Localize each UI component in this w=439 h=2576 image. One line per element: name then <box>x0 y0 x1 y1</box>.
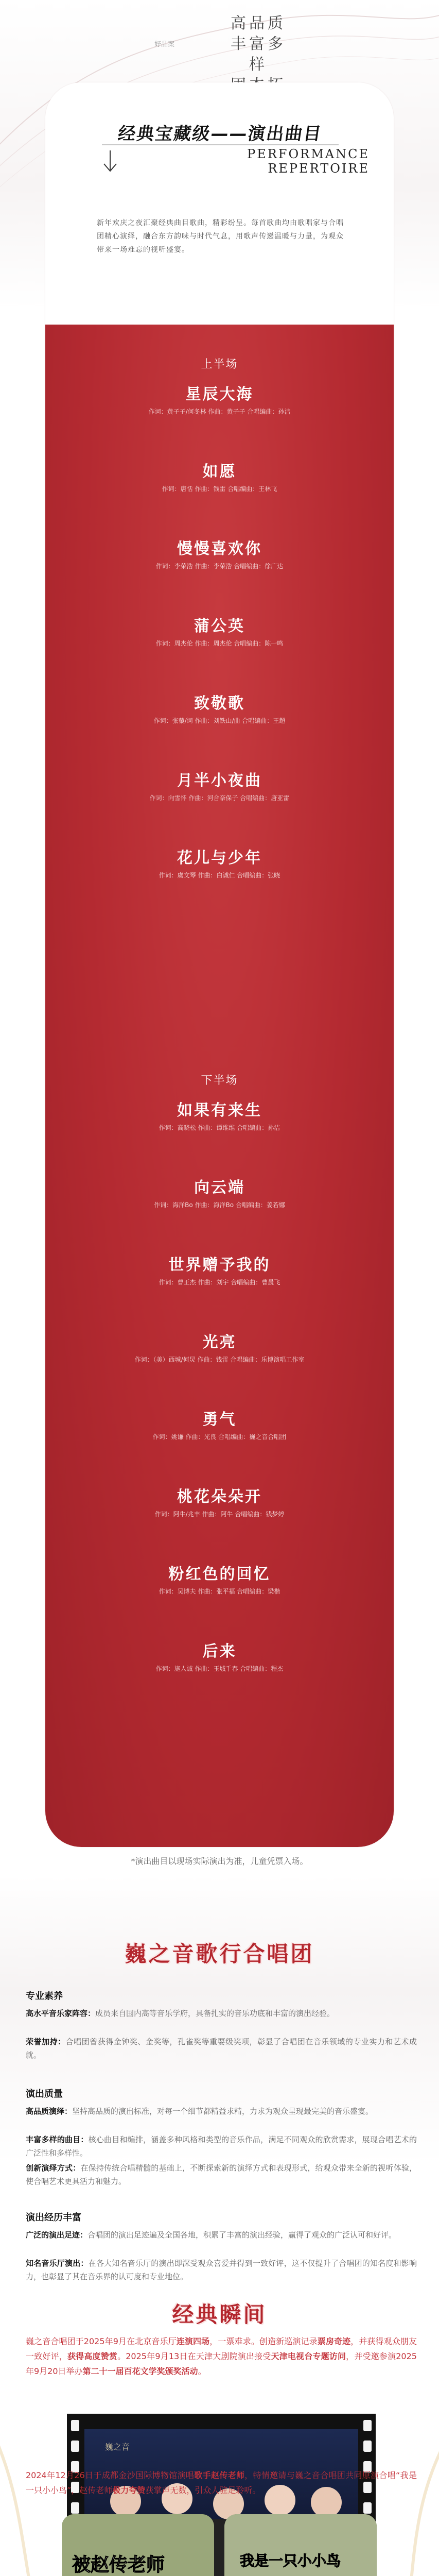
reach-para <box>26 2228 417 2242</box>
moments-closing-text <box>26 2468 417 2498</box>
song-credit: 作词：姚谦 作曲：光良 合唱编曲：巍之音合唱团 <box>152 1433 287 1440</box>
program-title: 经典宝藏级——演出曲目 <box>116 124 324 144</box>
body-text: 2024年12月26日于成都金沙国际博物馆演唱 <box>26 2470 195 2480</box>
para-text: 成员来自国内高等音乐学府，具备扎实的音乐功底和丰富的演出经验。 <box>95 2009 335 2018</box>
song-credit: 作词：周杰伦 作曲：周杰伦 合唱编曲：陈一鸣 <box>155 640 284 647</box>
professional-para <box>26 2035 417 2062</box>
highlight-text: 连演四场 <box>176 2336 210 2346</box>
song-credit: 作词：向雪怀 作曲：河合奈保子 合唱编曲：唐亚雷 <box>149 794 290 802</box>
song-title: 花儿与少年 <box>177 849 262 867</box>
para-label: 荣誉加持： <box>26 2037 66 2046</box>
song-item <box>45 1484 394 1540</box>
song-item <box>45 1175 394 1231</box>
moments-title-text: 经典瞬间 <box>172 2302 267 2327</box>
professional-head: 专业素养 <box>26 1991 63 2002</box>
zhao-chuan-photo <box>62 2514 214 2576</box>
para-label: 创新演绎方式： <box>26 2163 81 2173</box>
para-text: 在各大知名音乐厅的演出即深受观众喜爱并得到一致好评，这不仅提升了合唱团的知名度和影响力，也彰显了其在音乐界的认可度和专业地位。 <box>26 2259 417 2281</box>
song-title: 向云端 <box>194 1179 245 1197</box>
para-text: 核心曲目和编排，涵盖多种风格和类型的音乐作品，满足不同观众的欣赏需求，展现合唱艺术的广泛性和多样性。 <box>26 2135 417 2158</box>
photo-caption-line: 被赵传老师 <box>72 2554 165 2575</box>
song-title: 致敬歌 <box>194 694 245 713</box>
highlight-text: 歌手赵传老师 <box>194 2470 245 2480</box>
song-credit: 作词：黄子子/何冬林 作曲：黄子子 合唱编曲：孙洁 <box>148 408 291 415</box>
film-hole <box>71 2420 79 2431</box>
song-title: 星辰大海 <box>185 385 254 403</box>
photo-caption-line: 我是一只小小鸟 <box>240 2552 341 2569</box>
song-title: 世界赠予我的 <box>168 1256 271 1274</box>
program-subtitle-en <box>215 147 370 176</box>
title-underline <box>102 144 339 145</box>
tagline-line: 丰富多样 <box>231 35 286 74</box>
song-item <box>45 1329 394 1386</box>
little-bird-photo <box>224 2514 377 2576</box>
song-title: 蒲公英 <box>194 617 245 635</box>
quality-para <box>26 2133 417 2160</box>
song-credit: 作词：张藜/词 作曲：刘铁山/曲 合唱编曲：王超 <box>153 717 286 724</box>
song-title: 勇气 <box>202 1411 237 1429</box>
subtitle-line: PERFORMANCE <box>247 147 370 161</box>
song-title: 后来 <box>202 1642 237 1660</box>
highlight-text: 第二十一届百花文学奖颁奖活动 <box>82 2366 198 2376</box>
para-label: 高水平音乐家阵容： <box>26 2009 96 2018</box>
song-title: 月半小夜曲 <box>177 772 262 790</box>
song-credit: 作词：李荣浩 作曲：李荣浩 合唱编曲：徐广达 <box>155 563 284 570</box>
song-item <box>45 381 394 438</box>
highlight-text: 极力夸赞 <box>112 2485 146 2495</box>
tagline-line: 高品质 <box>231 14 286 32</box>
body-text: ，并受邀参演2025年9月20日举办 <box>26 2351 417 2376</box>
professional-para <box>26 2007 417 2020</box>
frame-logo: 巍之音 <box>105 2442 130 2452</box>
first-half-label: 上半场 <box>201 358 238 371</box>
brand-mark: 好品案 <box>154 41 175 48</box>
song-item <box>45 536 394 592</box>
reach-para <box>26 2257 417 2283</box>
song-credit: 作词：吴博夫 作曲：张平福 合唱编曲：梁楷 <box>159 1588 280 1595</box>
song-title: 光亮 <box>202 1333 237 1351</box>
para-text: 合唱团的演出足迹遍及全国各地，积累了丰富的演出经验，赢得了观众的广泛认可和好评。 <box>87 2230 397 2240</box>
second-half-label: 下半场 <box>201 1074 238 1087</box>
song-title: 如愿 <box>202 463 237 481</box>
song-item <box>45 1097 394 1154</box>
film-hole <box>71 2502 79 2514</box>
choir-title-text: 巍之音歌行合唱团 <box>125 1941 314 1967</box>
program-card <box>45 82 394 1847</box>
para-label: 高品质演绎： <box>26 2107 73 2116</box>
song-credit: 作词：海洋Bo 作曲：海洋Bo 合唱编曲：姜若娜 <box>154 1201 285 1209</box>
film-hole <box>363 2441 372 2452</box>
subtitle-line: REPERTOIRE <box>268 161 370 176</box>
program-intro: 新年欢庆之夜汇聚经典曲目歌曲，精彩纷呈。每首歌曲均由歌唱家与合唱团精心演绎，融合东方韵味与时代气息，用歌声传递温暖与力量，为观众带来一场难忘的视听盛宴。 <box>97 219 344 254</box>
quality-head: 演出质量 <box>26 2089 63 2099</box>
body-text: 获掌声无数，引众人驻足聆听。 <box>145 2485 261 2495</box>
body-text: 巍之音合唱团于2025年9月在北京音乐厅 <box>26 2336 177 2346</box>
program-list <box>45 325 394 1847</box>
song-title: 桃花朵朵开 <box>177 1488 262 1506</box>
highlight-text: 天津电视台专题访问 <box>271 2351 346 2361</box>
song-item <box>45 613 394 670</box>
song-credit: 作词：曹正杰 作曲：刘宇 合唱编曲：曹晨飞 <box>159 1279 280 1286</box>
song-credit: 作词：阿牛/兆丰 作曲：阿牛 合唱编曲：钱梦婷 <box>154 1511 285 1518</box>
para-label: 广泛的演出足迹： <box>26 2230 88 2240</box>
body-text: 。 <box>198 2366 206 2376</box>
para-label: 丰富多样的曲目： <box>26 2135 89 2144</box>
quality-para <box>26 2105 417 2118</box>
song-title: 慢慢喜欢你 <box>177 540 262 558</box>
song-credit: 作词：高晓松 作曲：谭维维 合唱编曲：孙洁 <box>159 1124 280 1131</box>
song-credit: 作词：唐恬 作曲：钱雷 合唱编曲：王林飞 <box>162 485 277 493</box>
moments-title <box>0 2298 439 2329</box>
para-text: 在保持传统合唱精髓的基础上，不断探索新的演绎方式和表现形式，给观众带来全新的视听体验，使合唱艺术更具活力和魅力。 <box>26 2163 417 2186</box>
photo-zhao-chuan <box>62 2514 214 2576</box>
highlight-text: 获得高度赞赏 <box>67 2351 118 2361</box>
highlight-text: 票房奇迹 <box>317 2336 351 2346</box>
para-text: 合唱团曾获得金钟奖、金奖等，孔雀奖等重要级奖项，彰显了合唱团在音乐领域的专业实力和艺术成就。 <box>26 2037 417 2060</box>
photo-row <box>62 2514 377 2576</box>
song-credit: 作词：施人诚 作曲：玉城千春 合唱编曲：程杰 <box>155 1665 284 1672</box>
film-hole <box>363 2502 372 2514</box>
body-text: 。2025年9月13日在天津大剧院演出接受 <box>117 2351 271 2361</box>
body-text: ，一票难求。创造新巡演记录 <box>209 2336 318 2346</box>
body-text: ，特情邀请与巍之音合唱团共同原演合唱“我是一只小小鸟”，赵传老师 <box>26 2470 417 2495</box>
song-item <box>45 768 394 824</box>
song-credit: 作词：虞文琴 作曲：白诚仁 合唱编曲：张晓 <box>159 872 280 879</box>
choir-title <box>0 1937 439 1968</box>
para-label: 知名音乐厅演出： <box>26 2259 89 2268</box>
body-text: ，并获得观众朋友一致好评， <box>26 2336 417 2361</box>
arrow-down-icon <box>100 148 120 174</box>
song-item <box>45 459 394 515</box>
quality-para <box>26 2161 417 2188</box>
film-hole <box>363 2420 372 2431</box>
photo-little-bird <box>224 2514 377 2576</box>
song-credit: 作词：（美）西城/何炅 作曲：钱雷 合唱编曲：乐博演唱工作室 <box>134 1356 305 1363</box>
song-item <box>45 690 394 747</box>
film-hole <box>71 2441 79 2452</box>
song-item <box>45 1252 394 1309</box>
song-title: 粉红色的回忆 <box>168 1565 271 1583</box>
reach-head: 演出经历丰富 <box>26 2212 81 2223</box>
program-card-head <box>45 82 394 325</box>
program-footnote: *演出曲目以现场实际演出为准，儿童凭票入场。 <box>131 1856 308 1866</box>
para-text: 坚持高品质的演出标准，对每一个细节都精益求精，力求为观众呈现最完美的音乐盛宴。 <box>72 2107 374 2116</box>
song-title: 如果有来生 <box>177 1101 262 1120</box>
song-item <box>45 845 394 902</box>
song-item <box>45 1638 394 1695</box>
song-item <box>45 1406 394 1463</box>
song-item <box>45 1561 394 1618</box>
